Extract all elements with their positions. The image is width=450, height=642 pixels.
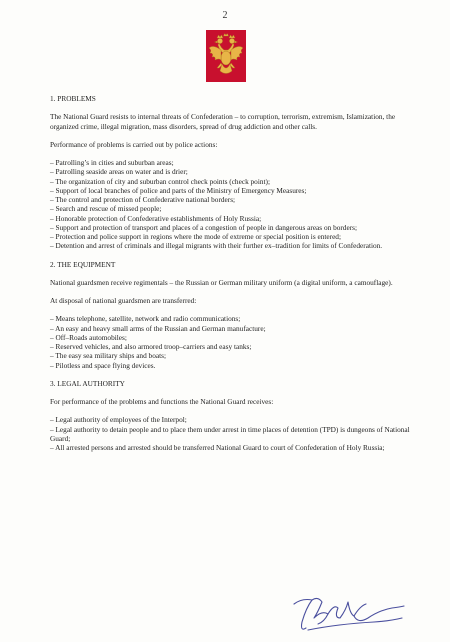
list-item: – Patrolling seaside areas on water and is drier;	[50, 167, 188, 177]
problems-list-intro: Performance of problems is carried out by police actions:	[50, 139, 218, 149]
legal-authority-list-intro: For performance of the problems and functions the National Guard receives:	[50, 397, 274, 406]
section-heading-equipment: 2. THE EQUIPMENT	[50, 259, 116, 269]
list-item: – Pilotless and space flying devices.	[50, 360, 156, 370]
double-headed-eagle-icon	[206, 30, 246, 82]
list-item: – Legal authority to detain people and to place them under arrest in time places of detention (TPD) is dungeons of National Guard;	[50, 424, 410, 443]
list-item: – Support of local branches of police and parts of the Ministry of Emergency Measures;	[50, 185, 307, 195]
equipment-intro: National guardsmen receive regimentals – the Russian or German military uniform (a digital uniform, a camouflage).	[50, 277, 393, 287]
problems-list	[50, 158, 418, 251]
list-item: – All arrested persons and arrested should be transferred National Guard to court of Confederation of Holy Russia;	[50, 443, 385, 452]
page-number: 2	[222, 10, 228, 21]
list-item: – Honorable protection of Confederative establishments of Holy Russia;	[50, 213, 262, 223]
section-heading-legal-authority: 3. LEGAL AUTHORITY	[50, 378, 125, 388]
list-item: – Off–Roads automobiles;	[50, 332, 127, 342]
section-heading-problems: 1. PROBLEMS	[50, 94, 96, 103]
equipment-list-intro: At disposal of national guardsmen are transferred:	[50, 296, 197, 305]
handwritten-signature-icon	[288, 588, 408, 636]
list-item: – Detention and arrest of criminals and illegal migrants with their further ex–tradition for limits of Confederation.	[50, 241, 383, 251]
list-item: – An easy and heavy small arms of the Russian and German manufacture;	[50, 323, 266, 333]
list-item: – Protection and police support in regions where the mode of extreme or special position is entered;	[50, 232, 341, 241]
list-item: – Search and rescue of missed people;	[50, 204, 162, 214]
list-item: – Patrolling’s in cities and suburban areas;	[50, 158, 174, 167]
list-item: – The organization of city and suburban control check points (check point);	[50, 176, 270, 186]
list-item: – Legal authority of employees of the Interpol;	[50, 415, 187, 425]
legal-authority-list	[50, 415, 418, 452]
problems-intro: The National Guard resists to internal threats of Confederation – to corruption, terrorism, extremism, Islamization, the organized crime, illegal migration, mass disorders, spread of drug addiction and other calls.	[50, 112, 396, 131]
list-item: – The control and protection of Confederative national borders;	[50, 195, 236, 204]
list-item: – Support and protection of transport and places of a congestion of people in dangerous areas on borders;	[50, 222, 357, 232]
list-item: – The easy sea military ships and boats;	[50, 351, 166, 361]
document-body	[50, 94, 418, 461]
list-item: – Reserved vehicles, and also armored troop–carriers and easy tanks;	[50, 342, 252, 351]
list-item: – Means telephone, satellite, network and radio communications;	[50, 314, 241, 324]
equipment-list	[50, 314, 418, 370]
